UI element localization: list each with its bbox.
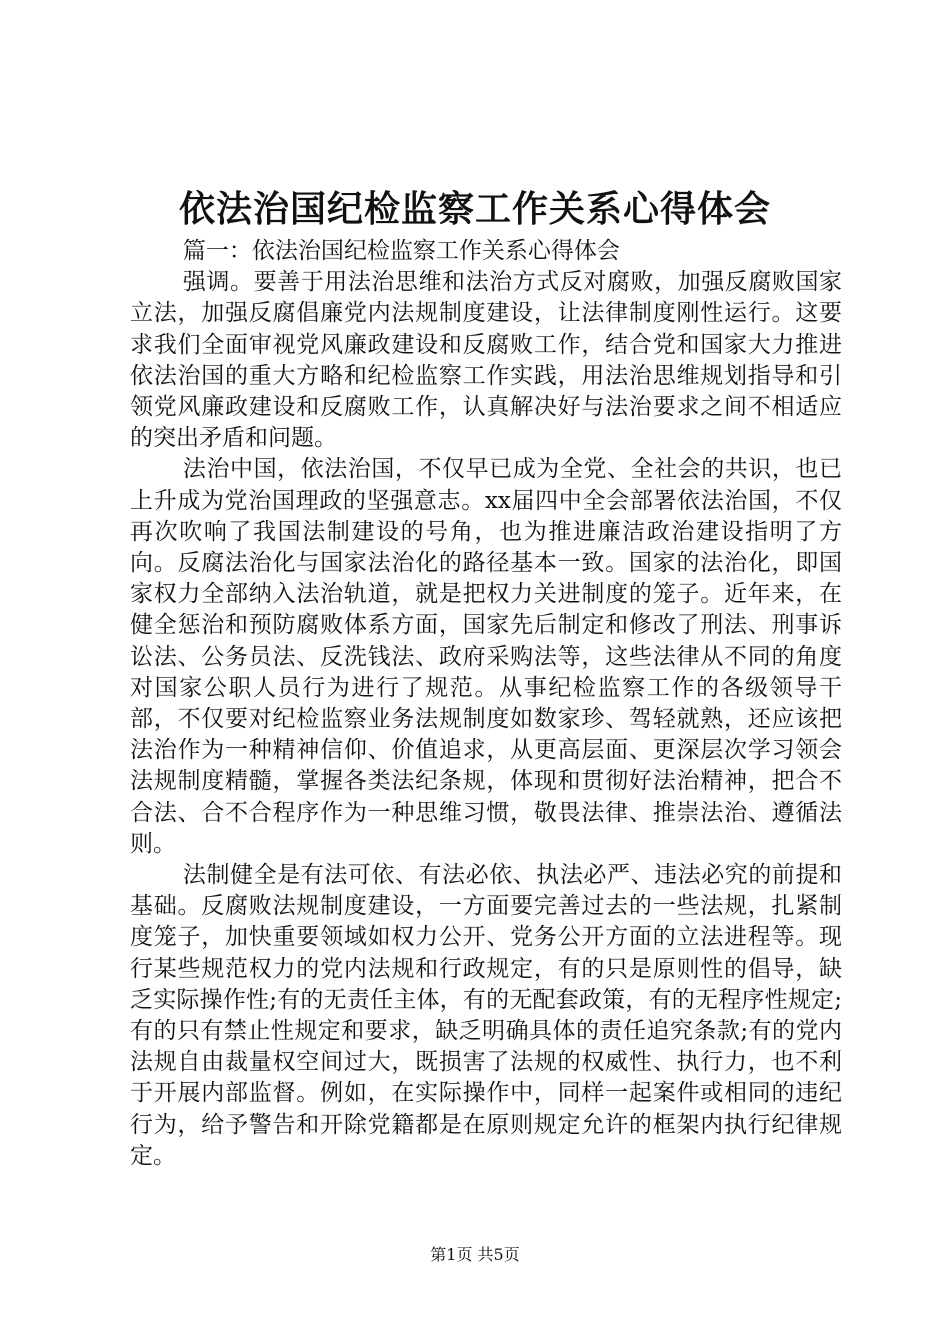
- document-body: [130, 236, 842, 1172]
- document-title: 依法治国纪检监察工作关系心得体会: [178, 188, 771, 230]
- paragraph: 强调。要善于用法治思维和法治方式反对腐败，加强反腐败国家立法，加强反腐倡廉党内法规制度建设，让法律制度刚性运行。这要求我们全面审视党风廉政建设和反腐败工作，结合党和国家大力推进依法治国的重大方略和纪检监察工作实践，用法治思维规划指导和引领党风廉政建设和反腐败工作，认真解决好与法治要求之间不相适应的突出矛盾和问题。: [130, 269, 842, 452]
- paragraph-heading: 篇一：依法治国纪检监察工作关系心得体会: [182, 238, 620, 264]
- paragraph: 法治中国，依法治国，不仅早已成为全党、全社会的共识，也已上升成为党治国理政的坚强意志。xx届四中全会部署依法治国，不仅再次吹响了我国法制建设的号角，也为推进廉洁政治建设指明了方向。反腐法治化与国家法治化的路径基本一致。国家的法治化，即国家权力全部纳入法治轨道，就是把权力关进制度的笼子。近年来，在健全惩治和预防腐败体系方面，国家先后制定和修改了刑法、刑事诉讼法、公务员法、反洗钱法、政府采购法等，这些法律从不同的角度对国家公职人员行为进行了规范。从事纪检监察工作的各级领导干部，不仅要对纪检监察业务法规制度如数家珍、驾轻就熟，还应该把法治作为一种精神信仰、价值追求，从更高层面、更深层次学习领会法规制度精髓，掌握各类法纪条规，体现和贯彻好法治精神，把合不合法、合不合程序作为一种思维习惯，敬畏法律、推崇法治、遵循法则。: [130, 456, 842, 857]
- paragraph: 法制健全是有法可依、有法必依、执法必严、违法必究的前提和基础。反腐败法规制度建设，一方面要完善过去的一些法规，扎紧制度笼子，加快重要领域如权力公开、党务公开方面的立法进程等。现行某些规范权力的党内法规和行政规定，有的只是原则性的倡导，缺乏实际操作性;有的无责任主体，有的无配套政策，有的无程序性规定;有的只有禁止性规定和要求，缺乏明确具体的责任追究条款;有的党内法规自由裁量权空间过大，既损害了法规的权威性、执行力，也不利于开展内部监督。例如，在实际操作中，同样一起案件或相同的违纪行为，给予警告和开除党籍都是在原则规定允许的框架内执行纪律规定。: [130, 862, 842, 1169]
- page-number-footer: 第1页 共5页: [430, 1245, 520, 1264]
